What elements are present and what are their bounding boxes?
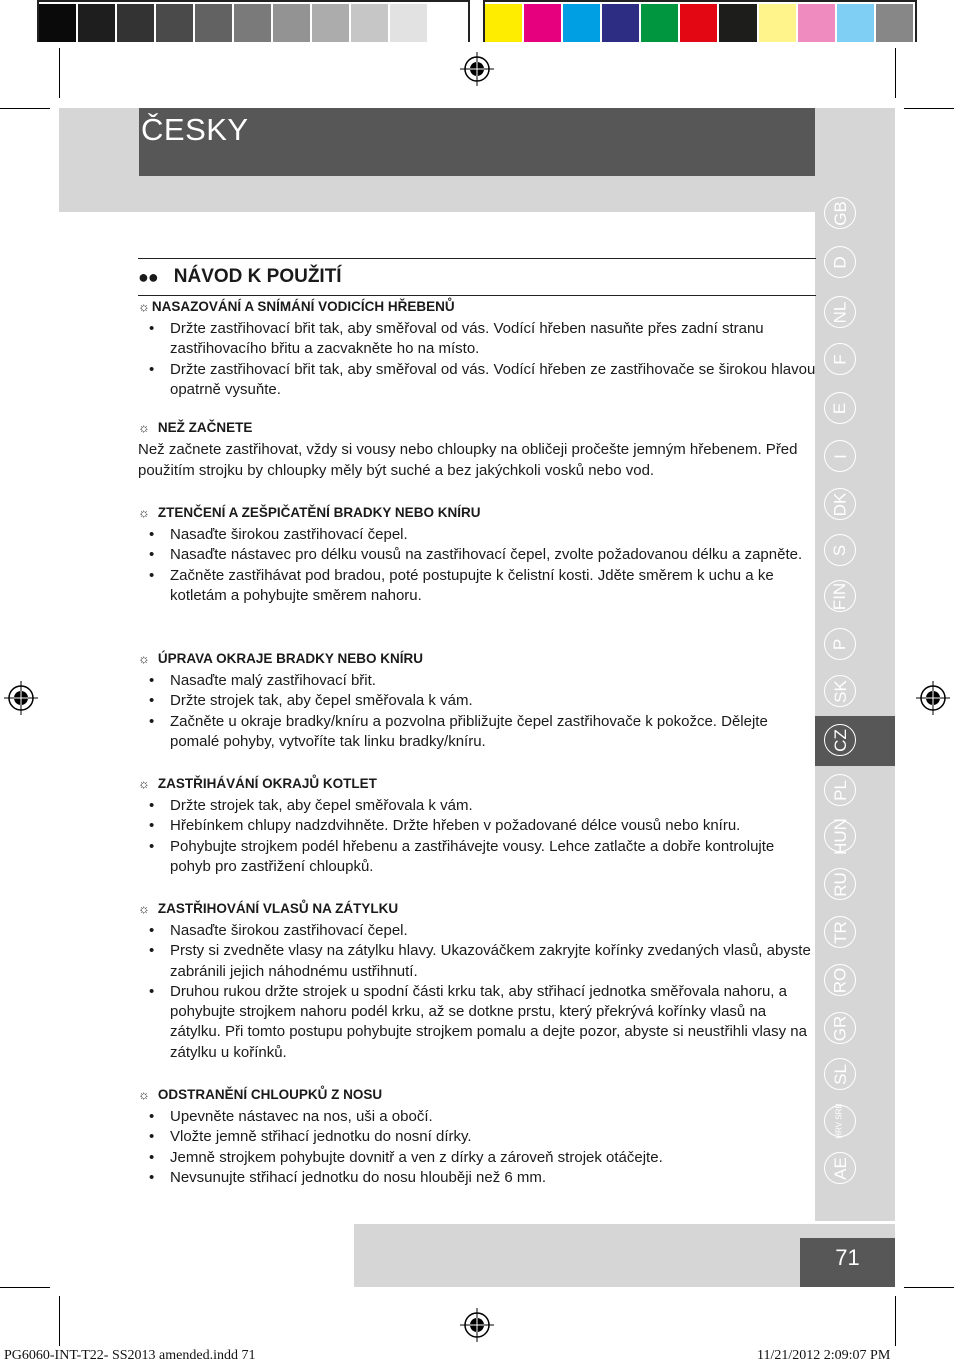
list-item: • Začněte zastřihávat pod bradou, poté postupujte k čelistní kosti. Jděte směrem k uchu a ke kotletám a pohybujte směrem nahoru. <box>138 566 818 607</box>
color-swatch <box>641 4 680 42</box>
list-item: • Jemně strojkem pohybujte dovnitř a ven z dírky a zároveň strojek otáčejte. <box>138 1148 818 1168</box>
list-item: • Vložte jemně střihací jednotku do nosní dírky. <box>138 1127 818 1147</box>
language-tab-label: CZ <box>830 728 850 752</box>
crop-mark <box>904 108 954 109</box>
language-tab-label: RU <box>830 871 850 897</box>
sun-bullet-icon: ☼ <box>138 419 150 435</box>
language-tab-label: FIN <box>830 582 850 610</box>
list-item: • Nasaďte širokou zastřihovací čepel. <box>138 525 818 545</box>
instruction-section <box>138 503 818 606</box>
list-item: • Začněte u okraje bradky/kníru a pozvolna přibližujte čepel zastřihovače k pokožce. Dělejte pomalé pohyby, vytvoříte tak linku bradky/kníru. <box>138 712 818 753</box>
bullet-list <box>138 671 818 752</box>
list-item: • Upevněte nástavec na nos, uši a obočí. <box>138 1107 818 1127</box>
language-tab-p[interactable] <box>824 628 856 660</box>
color-swatch <box>39 4 78 42</box>
list-item: • Držte strojek tak, aby čepel směřovala k vám. <box>138 796 818 816</box>
title-box <box>139 108 815 176</box>
color-swatch <box>390 4 429 42</box>
language-tab-e[interactable] <box>824 392 856 424</box>
language-tab-tr[interactable] <box>824 916 856 948</box>
language-tab-f[interactable] <box>824 343 856 375</box>
sun-bullet-icon: ☼ <box>138 900 150 916</box>
language-tab-d[interactable] <box>824 246 856 278</box>
section-title: NASAZOVÁNÍ A SNÍMÁNÍ VODICÍCH HŘEBENŮ <box>151 298 455 314</box>
language-tab-hun[interactable] <box>824 817 856 855</box>
crop-mark <box>904 1287 954 1288</box>
language-tab-label: S <box>830 544 850 556</box>
crop-mark <box>0 1287 50 1288</box>
color-swatch <box>680 4 719 42</box>
language-tab-label: GR <box>830 1015 850 1041</box>
color-swatch <box>719 4 758 42</box>
language-tab-label: RO <box>830 967 850 993</box>
color-swatch <box>602 4 641 42</box>
color-swatch <box>234 4 273 42</box>
language-tab-label: HRV SRB <box>835 1103 845 1139</box>
crop-mark <box>0 108 50 109</box>
instruction-section <box>138 774 818 877</box>
language-tab-label: D <box>830 255 850 269</box>
sun-bullet-icon: ☼ <box>138 298 150 314</box>
list-item: • Pohybujte strojkem podél hřebenu a zastřihávejte vousy. Lehce zatlačte a dobře kontrolujte pohyb pro zastřižení chloupků. <box>138 837 818 878</box>
instruction-section <box>138 1085 818 1188</box>
crop-mark <box>895 1296 896 1346</box>
language-tab-label: P <box>830 638 850 650</box>
language-tab-label: TR <box>830 920 850 944</box>
language-tab-hrv-srb[interactable] <box>824 1105 856 1137</box>
language-tab-sl[interactable] <box>824 1058 856 1090</box>
section-heading <box>138 774 818 792</box>
list-item: • Nasaďte nástavec pro délku vousů na zastřihovací čepel, zvolte požadovanou délku a zapněte. <box>138 545 818 565</box>
language-tab-label: AE <box>830 1156 850 1180</box>
section-heading <box>138 899 818 917</box>
heading-bottom-rule <box>138 295 816 296</box>
section-paragraph: Než začnete zastřihovat, vždy si vousy nebo chloupky na obličeji pročešte jemným hřebenem. Před použitím strojku by chloupky měly být suché a bez jakýchkoli vosků nebo vod. <box>138 441 798 479</box>
color-swatch <box>798 4 837 42</box>
color-swatch <box>78 4 117 42</box>
crop-mark <box>59 48 60 98</box>
section-title: ZASTŘIHOVÁNÍ VLASŮ NA ZÁTYLKU <box>157 900 399 916</box>
section-title: NEŽ ZAČNETE <box>157 419 253 435</box>
heading-top-rule <box>138 258 816 259</box>
crop-mark <box>59 1296 60 1346</box>
list-item: • Nevsunujte střihací jednotku do nosu hlouběji než 6 mm. <box>138 1168 818 1188</box>
main-heading-title: NÁVOD K POUŽITÍ <box>173 266 342 287</box>
color-swatch <box>485 4 524 42</box>
language-tab-dk[interactable] <box>824 488 856 520</box>
registration-mark-icon <box>460 52 494 86</box>
language-tab-label: E <box>830 402 850 414</box>
list-item: • Prsty si zvedněte vlasy na zátylku hlavy. Ukazováčkem zakryjte kořínky zvedaných vlasů, abyste zabránili jejich náhodnému ustřihnutí. <box>138 941 818 982</box>
color-swatch <box>837 4 876 42</box>
list-item: • Nasaďte širokou zastřihovací čepel. <box>138 921 818 941</box>
list-item: • Držte zastřihovací břit tak, aby směřoval od vás. Vodící hřeben ze zastřihovače se širokou hlavou opatrně vysuňte. <box>138 360 818 401</box>
grayscale-color-bar <box>37 0 470 42</box>
language-tab-pl[interactable] <box>824 774 856 806</box>
section-title: ZASTŘIHÁVÁNÍ OKRAJŮ KOTLET <box>157 775 377 791</box>
color-swatch <box>273 4 312 42</box>
cmyk-color-bar <box>483 0 917 42</box>
instruction-section <box>138 418 818 481</box>
bullet-list <box>138 525 818 606</box>
color-swatch <box>195 4 234 42</box>
print-timestamp: 11/21/2012 2:09:07 PM <box>757 1348 891 1363</box>
color-swatch <box>429 4 468 42</box>
language-tab-label: PL <box>830 779 850 801</box>
page-number: 71 <box>800 1238 895 1287</box>
section-title: ÚPRAVA OKRAJE BRADKY NEBO KNÍRU <box>157 650 423 666</box>
language-tab-fin[interactable] <box>824 580 856 612</box>
color-swatch <box>156 4 195 42</box>
language-tab-label: I <box>830 453 850 459</box>
sun-bullet-icon: ☼ <box>138 1086 150 1102</box>
bullet-list <box>138 319 818 400</box>
list-item: • Hřebínkem chlupy nadzdvihněte. Držte hřeben v požadované délce vousů nebo kníru. <box>138 816 818 836</box>
page-title: ČESKY <box>141 112 249 147</box>
language-tab-label: SK <box>830 679 850 703</box>
crop-mark <box>895 48 896 98</box>
language-tab-s[interactable] <box>824 534 856 566</box>
language-tab-label: F <box>830 353 850 365</box>
list-item: • Držte zastřihovací břit tak, aby směřoval od vás. Vodící hřeben nasuňte přes zadní stranu zastřihovacího břitu a zacvakněte ho na místo. <box>138 319 818 360</box>
instruction-section <box>138 297 818 400</box>
eye-icon: ●● <box>138 266 158 287</box>
registration-mark-icon <box>4 681 38 715</box>
language-sidebar <box>815 108 895 1221</box>
language-tab-label: SL <box>830 1063 850 1085</box>
color-swatch <box>312 4 351 42</box>
language-tab-ro[interactable] <box>824 964 856 996</box>
language-tab-ru[interactable] <box>824 868 856 900</box>
sun-bullet-icon: ☼ <box>138 775 150 791</box>
language-tab-label: NL <box>830 301 850 323</box>
color-swatch <box>524 4 563 42</box>
list-item: • Nasaďte malý zastřihovací břit. <box>138 671 818 691</box>
language-tab-label: DK <box>830 492 850 516</box>
registration-mark-icon <box>460 1308 494 1342</box>
section-title: ODSTRANĚNÍ CHLOUPKŮ Z NOSU <box>157 1086 383 1102</box>
instruction-section <box>138 899 818 1063</box>
language-tab-i[interactable] <box>824 440 856 472</box>
main-heading <box>138 266 342 288</box>
section-heading <box>138 418 818 436</box>
color-swatch <box>351 4 390 42</box>
bullet-list <box>138 921 818 1063</box>
color-swatch <box>876 4 915 42</box>
sun-bullet-icon: ☼ <box>138 650 150 666</box>
language-tab-ae[interactable] <box>824 1152 856 1184</box>
list-item: • Druhou rukou držte strojek u spodní části krku tak, aby střihací jednotka směřovala nahoru, a pohybujte strojkem nahoru podél krku, až se dotkne prstu, který překrývá kořínky vlasů na zátylku. Při tomto postupu pohybujte strojkem pomalu a dejte pozor, abyste si neustřihli vlasy na zátylku u kořínků. <box>138 982 818 1063</box>
file-slug: PG6060-INT-T22- SS2013 amended.indd 71 <box>4 1348 256 1363</box>
color-swatch <box>117 4 156 42</box>
section-heading <box>138 297 818 315</box>
language-tab-cz[interactable] <box>824 724 856 756</box>
color-swatch <box>563 4 602 42</box>
language-tab-gr[interactable] <box>824 1012 856 1044</box>
language-tab-label: HUN <box>830 817 850 855</box>
list-item: • Držte strojek tak, aby čepel směřovala k vám. <box>138 691 818 711</box>
registration-mark-icon <box>916 681 950 715</box>
bullet-list <box>138 796 818 877</box>
section-heading <box>138 649 818 667</box>
language-tab-nl[interactable] <box>824 296 856 328</box>
section-heading <box>138 1085 818 1103</box>
sun-bullet-icon: ☼ <box>138 504 150 520</box>
language-tab-gb[interactable] <box>824 197 856 229</box>
section-heading <box>138 503 818 521</box>
instruction-section <box>138 649 818 752</box>
color-swatch <box>759 4 798 42</box>
language-tab-label: GB <box>830 200 850 226</box>
language-tab-sk[interactable] <box>824 675 856 707</box>
section-title: ZTENČENÍ A ZEŠPIČATĚNÍ BRADKY NEBO KNÍRU <box>157 504 481 520</box>
bullet-list <box>138 1107 818 1188</box>
